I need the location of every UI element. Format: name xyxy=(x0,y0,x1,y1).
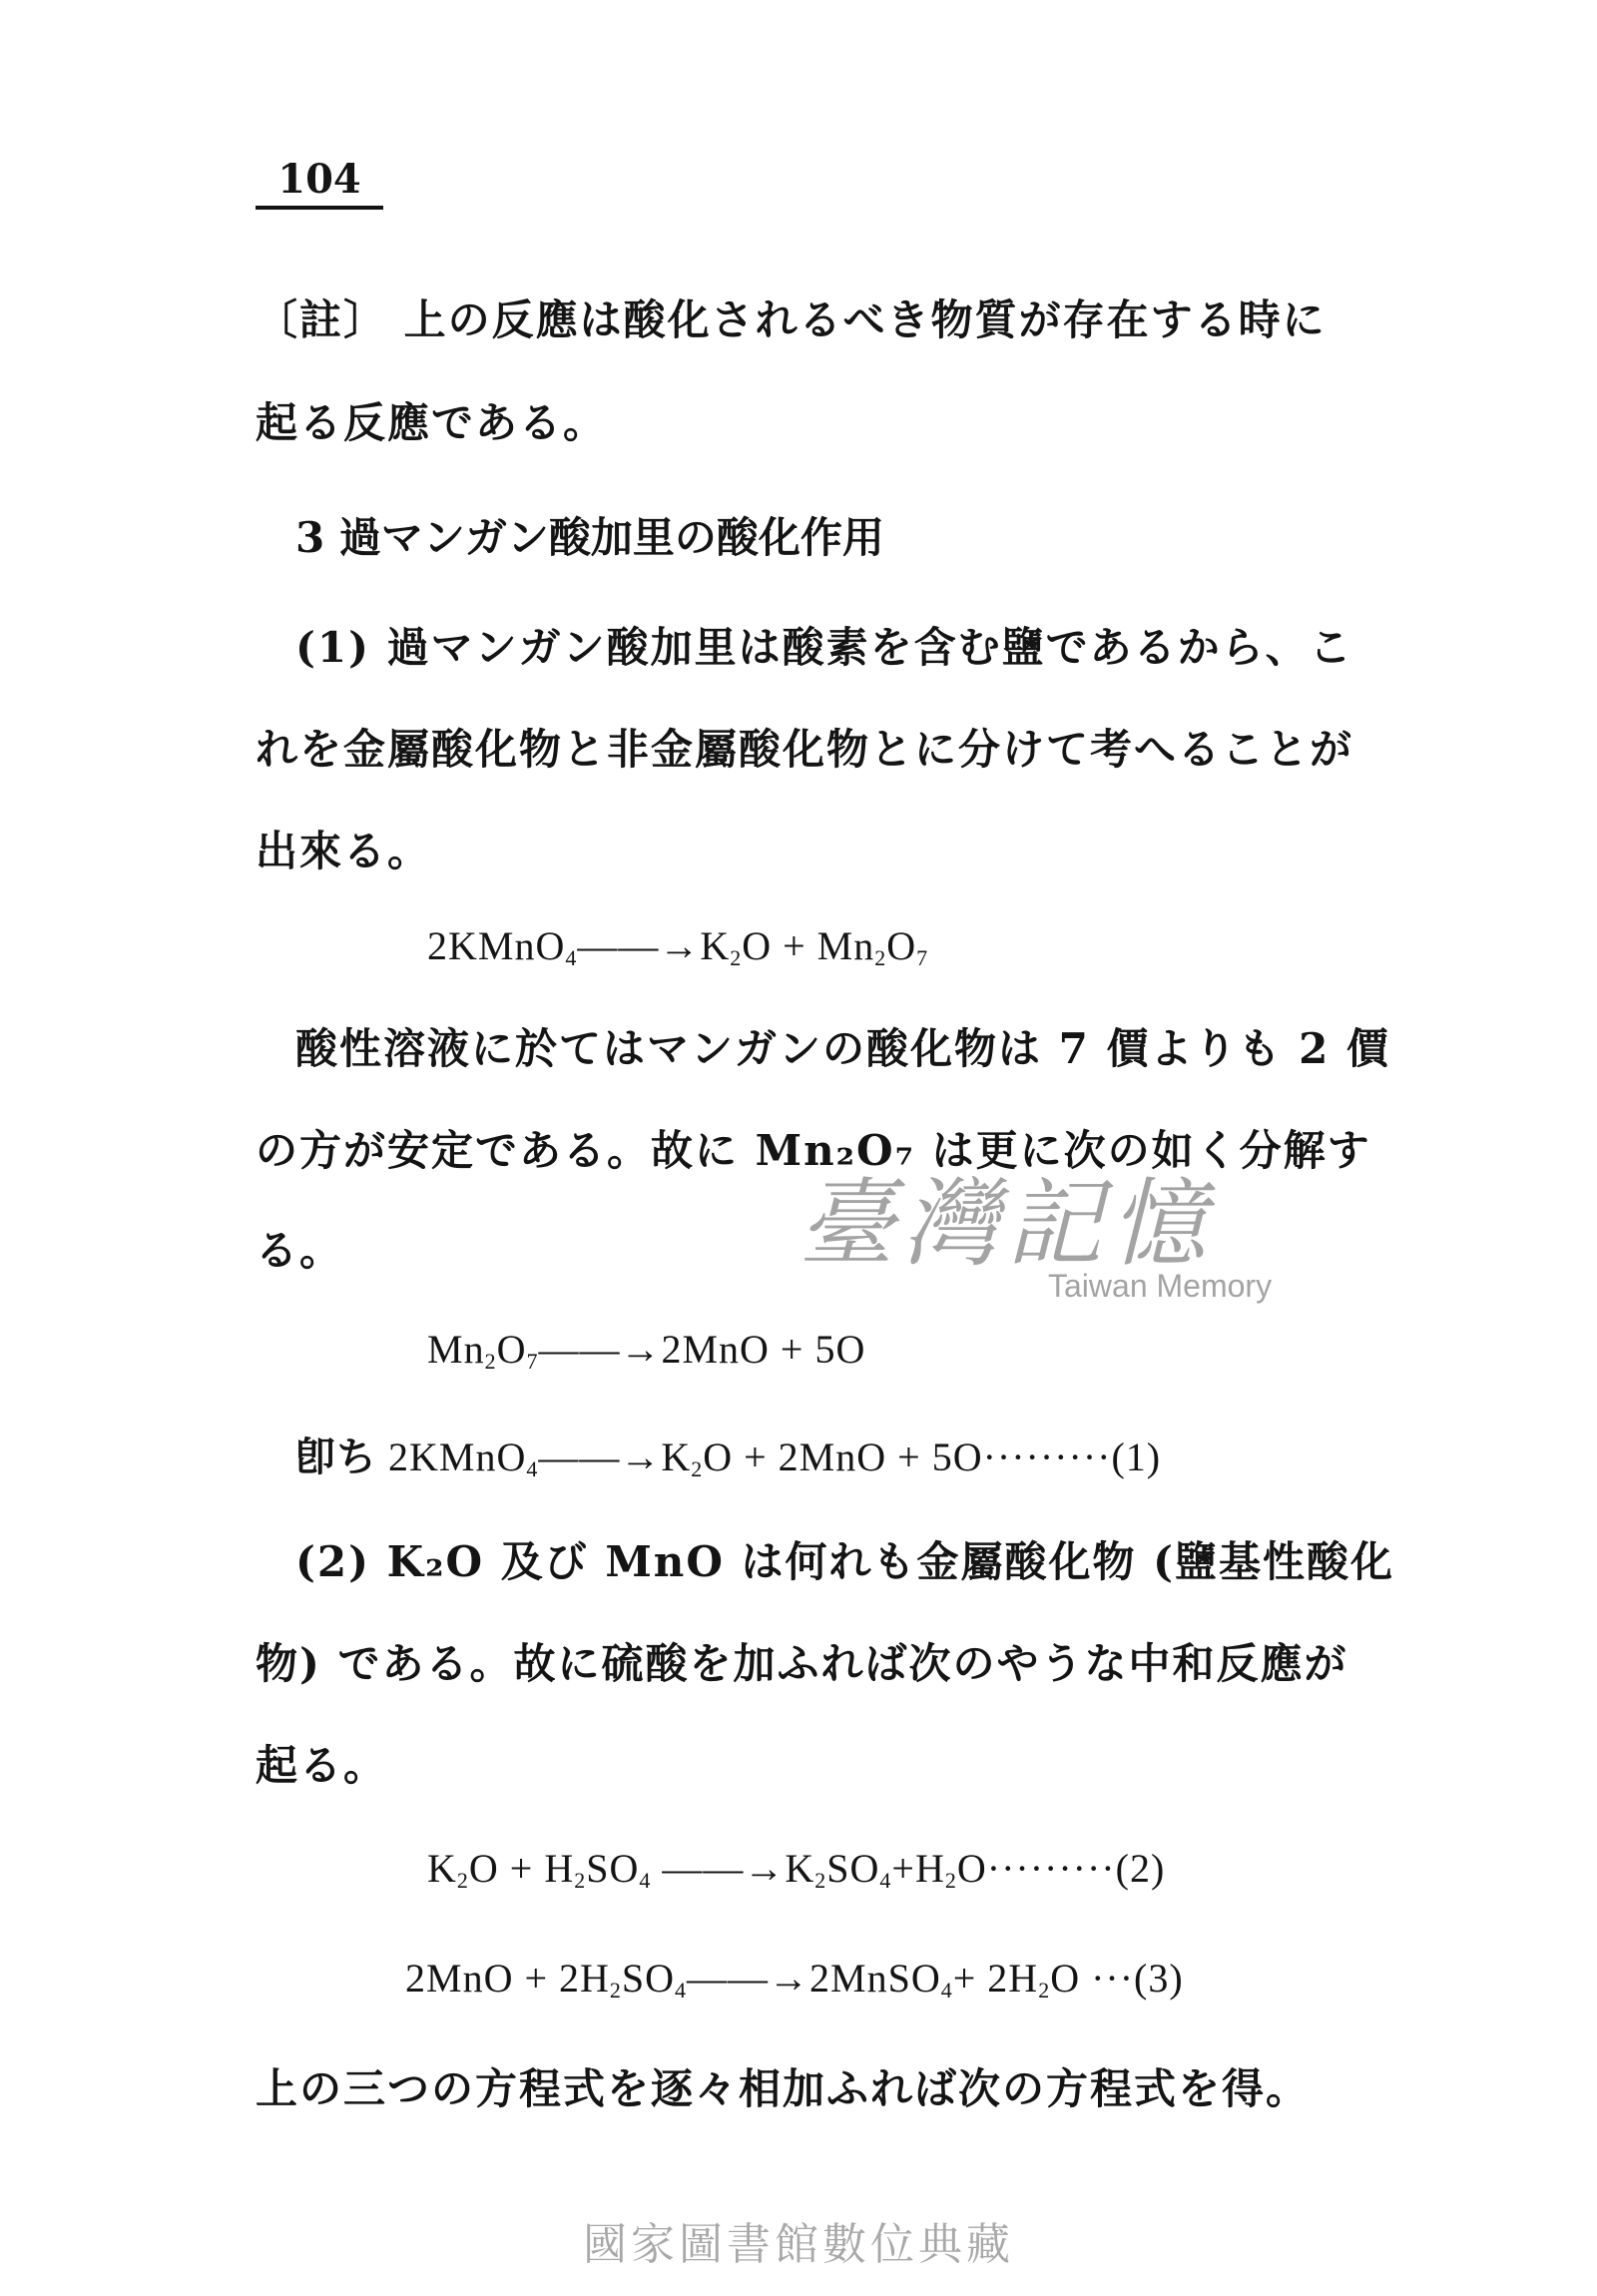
note-line-1: 〔註〕 上の反應は酸化されるべき物質が存在する時に xyxy=(256,295,1327,344)
equation-mn2o7-decompose: $Mn_2O_7——\to 2MnO + 5O$ xyxy=(427,1327,866,1374)
watermark-cjk: 臺灣記憶 xyxy=(798,1168,1214,1280)
watermark xyxy=(798,1148,1318,1328)
para3-line-1: (2) K₂O 及び MnO は何れも金屬酸化物 (鹽基性酸化 xyxy=(295,1537,1395,1586)
equation-3: $2MnO + 2H_2SO_4——\to 2MnSO_4+ 2H_2O \cdot\cdot\cdot(3)$ xyxy=(405,1956,1184,2003)
para2-line-2: の方が安定である。故に Mn₂O₇ は更に次の如く分解す xyxy=(256,1126,1371,1175)
para2-line-3: る。 xyxy=(256,1226,344,1275)
equation-kmno4-split: $2KMnO_4——\to K_2O + Mn_2O_7$ xyxy=(427,923,929,970)
para1-line-3: 出來る。 xyxy=(256,827,432,875)
watermark-latin: Taiwan Memory xyxy=(1048,1268,1273,1304)
section-heading: 3 過マンガン酸加里の酸化作用 xyxy=(295,513,884,562)
para3-line-3: 起る。 xyxy=(256,1741,388,1790)
conclusion-line: 上の三つの方程式を逐々相加ふれば次の方程式を得。 xyxy=(256,2064,1311,2113)
equation-2: $K_2O + H_2SO_4$ $——\to K_2SO_4+H_2O\cdot\cdot\cdot\cdot\cdot\cdot\cdot\cdot\cdot(2)$ xyxy=(427,1846,1166,1893)
para3-line-2: 物) である。故に硫酸を加ふれば次のやうな中和反應が xyxy=(256,1639,1348,1688)
para2-line-1: 酸性溶液に於てはマンガンの酸化物は 7 價よりも 2 價 xyxy=(295,1024,1390,1073)
footer-archive-credit: 國家圖書館數位典藏 xyxy=(583,2219,1014,2270)
para1-line-2: れを金屬酸化物と非金屬酸化物とに分けて考へることが xyxy=(256,725,1354,774)
para1-line-1: (1) 過マンガン酸加里は酸素を含む鹽であるから、こ xyxy=(295,623,1353,672)
page-number: 104 xyxy=(256,160,383,210)
note-line-2: 起る反應である。 xyxy=(256,398,608,447)
equation-1: 卽ち $2KMnO_4——\to K_2O + 2MnO + 5O\cdot\cdot\cdot\cdot\cdot\cdot\cdot\cdot\cdot(1)$ xyxy=(295,1434,1162,1481)
